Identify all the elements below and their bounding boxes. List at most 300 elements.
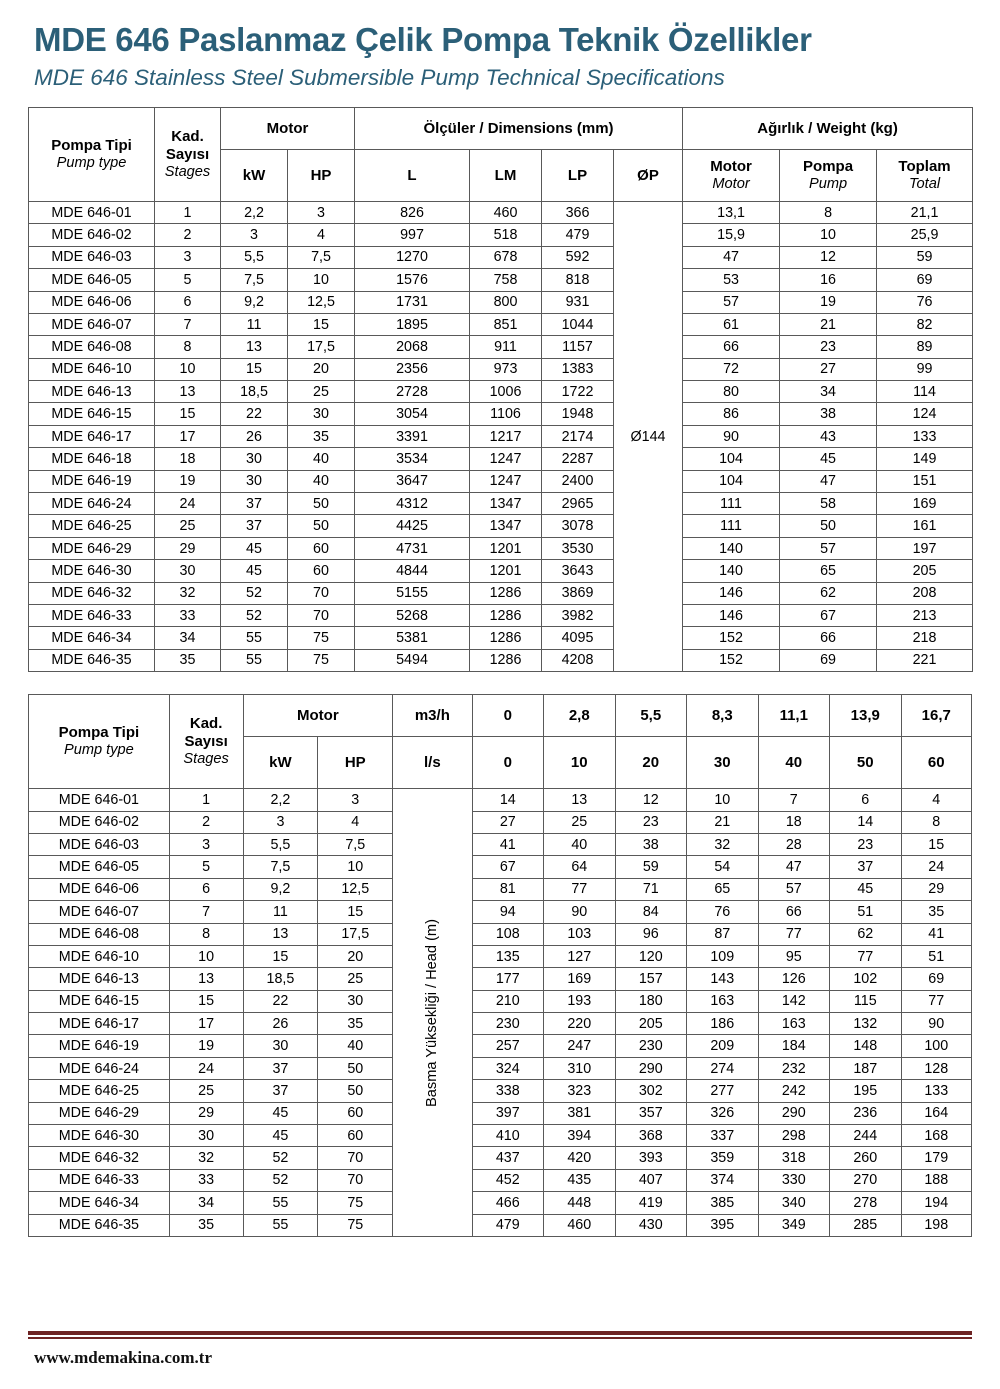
dimension-lm-cell: 1217: [470, 425, 542, 447]
motor-hp-cell: 7,5: [288, 246, 355, 268]
head-value-cell-2: 23: [615, 811, 687, 833]
dimension-lp-cell: 1948: [542, 403, 614, 425]
table-row: [29, 448, 973, 470]
motor-kw-cell: 2,2: [243, 789, 318, 811]
dimensions-weights-table-wrapper: [28, 107, 972, 672]
dimension-lm-cell: 1201: [470, 560, 542, 582]
stages-cell: 32: [169, 1147, 243, 1169]
head-value-cell-4: 126: [758, 968, 830, 990]
motor-hp-cell: 40: [288, 448, 355, 470]
table-row: [29, 425, 973, 447]
head-value-cell-2: 230: [615, 1035, 687, 1057]
head-value-cell-2: 393: [615, 1147, 687, 1169]
pump-type-cell: MDE 646-03: [29, 246, 155, 268]
weight-motor-cell: 104: [683, 448, 780, 470]
motor-kw-cell: 7,5: [221, 269, 288, 291]
motor-kw-cell: 52: [243, 1147, 318, 1169]
motor-hp-cell: 20: [288, 358, 355, 380]
weight-pump-cell: 65: [780, 560, 877, 582]
table-row: [29, 1035, 972, 1057]
stages-cell: 6: [169, 878, 243, 900]
head-value-cell-5: 115: [830, 990, 902, 1012]
table-row: [29, 945, 972, 967]
stages-cell: 10: [169, 945, 243, 967]
weight-total-cell: 114: [877, 381, 973, 403]
motor-hp-cell: 75: [318, 1214, 393, 1236]
motor-hp-cell: 20: [318, 945, 393, 967]
pump-type-cell: MDE 646-07: [29, 313, 155, 335]
head-value-cell-0: 410: [472, 1125, 544, 1147]
page-subtitle: MDE 646 Stainless Steel Submersible Pump Technical Specifications: [34, 64, 725, 90]
motor-hp-cell: 15: [288, 313, 355, 335]
table-row: [29, 224, 973, 246]
pump-type-cell: MDE 646-34: [29, 627, 155, 649]
motor-hp-cell: 60: [288, 537, 355, 559]
motor-kw-cell: 13: [243, 923, 318, 945]
head-value-cell-0: 397: [472, 1102, 544, 1124]
motor-hp-cell: 17,5: [318, 923, 393, 945]
head-value-cell-5: 270: [830, 1169, 902, 1191]
weight-pump-cell: 19: [780, 291, 877, 313]
motor-kw-cell: 2,2: [221, 201, 288, 223]
head-value-cell-6: 15: [901, 833, 971, 855]
head-value-cell-0: 41: [472, 833, 544, 855]
head-axis-label: Basma Yüksekliği / Head (m): [424, 918, 441, 1107]
weight-total-cell: 149: [877, 448, 973, 470]
weight-motor-cell: 72: [683, 358, 780, 380]
dimension-lm-cell: 1106: [470, 403, 542, 425]
head-value-cell-5: 77: [830, 945, 902, 967]
dimension-lm-cell: 460: [470, 201, 542, 223]
head-value-cell-1: 40: [544, 833, 616, 855]
head-value-cell-4: 142: [758, 990, 830, 1012]
pump-type-cell: MDE 646-15: [29, 990, 170, 1012]
table-row: [29, 1169, 972, 1191]
weight-total-cell: 218: [877, 627, 973, 649]
weight-motor-cell: 146: [683, 604, 780, 626]
pump-type-cell: MDE 646-19: [29, 470, 155, 492]
table-row: [29, 1057, 972, 1079]
head-value-cell-0: 230: [472, 1013, 544, 1035]
weight-pump-cell: 8: [780, 201, 877, 223]
motor-kw-cell: 9,2: [221, 291, 288, 313]
head-value-cell-3: 385: [687, 1192, 759, 1214]
head-value-cell-0: 135: [472, 945, 544, 967]
motor-hp-cell: 25: [318, 968, 393, 990]
weight-total-cell: 69: [877, 269, 973, 291]
pump-type-cell: MDE 646-17: [29, 425, 155, 447]
motor-hp-cell: 12,5: [288, 291, 355, 313]
head-value-cell-3: 76: [687, 901, 759, 923]
head-value-cell-6: 188: [901, 1169, 971, 1191]
head-value-cell-0: 177: [472, 968, 544, 990]
motor-hp-cell: 12,5: [318, 878, 393, 900]
head-value-cell-5: 195: [830, 1080, 902, 1102]
table-row: [29, 201, 973, 223]
motor-hp-cell: 75: [288, 649, 355, 671]
th-weight-motor: [683, 149, 780, 201]
weight-total-cell: 89: [877, 336, 973, 358]
weight-pump-cell: 12: [780, 246, 877, 268]
dimension-l-cell: 3391: [355, 425, 470, 447]
dimension-lp-cell: 479: [542, 224, 614, 246]
dimension-l-cell: 4731: [355, 537, 470, 559]
head-value-cell-1: 448: [544, 1192, 616, 1214]
stages-cell: 3: [155, 246, 221, 268]
motor-hp-cell: 4: [318, 811, 393, 833]
stages-cell: 30: [155, 560, 221, 582]
weight-pump-cell: 23: [780, 336, 877, 358]
weight-total-cell: 161: [877, 515, 973, 537]
dimension-l-cell: 5268: [355, 604, 470, 626]
dimension-l-cell: 4425: [355, 515, 470, 537]
weight-motor-cell: 111: [683, 515, 780, 537]
dimension-l-cell: 3534: [355, 448, 470, 470]
dimension-lm-cell: 518: [470, 224, 542, 246]
th2-flow-ls-1: 10: [544, 737, 616, 789]
head-value-cell-0: 324: [472, 1057, 544, 1079]
th2-hp: HP: [318, 737, 393, 789]
weight-total-cell: 221: [877, 649, 973, 671]
weight-pump-cell: 62: [780, 582, 877, 604]
table-row: [29, 336, 973, 358]
table-row: [29, 878, 972, 900]
head-value-cell-1: 169: [544, 968, 616, 990]
table-row: [29, 246, 973, 268]
weight-pump-cell: 69: [780, 649, 877, 671]
pump-type-cell: MDE 646-32: [29, 1147, 170, 1169]
th-stages-en: Stages: [164, 163, 211, 180]
th-weight-pump: [780, 149, 877, 201]
head-value-cell-6: 164: [901, 1102, 971, 1124]
table-row: [29, 901, 972, 923]
weight-total-cell: 133: [877, 425, 973, 447]
stages-cell: 8: [169, 923, 243, 945]
table-row: [29, 856, 972, 878]
stages-cell: 35: [169, 1214, 243, 1236]
head-value-cell-6: 194: [901, 1192, 971, 1214]
table-row: [29, 470, 973, 492]
weight-total-cell: 82: [877, 313, 973, 335]
head-value-cell-1: 193: [544, 990, 616, 1012]
head-value-cell-1: 247: [544, 1035, 616, 1057]
weight-total-cell: 205: [877, 560, 973, 582]
head-value-cell-3: 326: [687, 1102, 759, 1124]
th-length-lm: LM: [470, 149, 542, 201]
th2-flow-ls-4: 40: [758, 737, 830, 789]
th2-stages: [169, 695, 243, 789]
head-value-cell-6: 179: [901, 1147, 971, 1169]
dimension-lp-cell: 3869: [542, 582, 614, 604]
motor-kw-cell: 55: [221, 627, 288, 649]
th-weight-group: Ağırlık / Weight (kg): [683, 107, 973, 149]
th-weight-total: [877, 149, 973, 201]
stages-cell: 34: [155, 627, 221, 649]
table-row: [29, 1214, 972, 1236]
head-value-cell-2: 205: [615, 1013, 687, 1035]
stages-cell: 5: [169, 856, 243, 878]
weight-motor-cell: 53: [683, 269, 780, 291]
head-value-cell-2: 290: [615, 1057, 687, 1079]
head-value-cell-1: 394: [544, 1125, 616, 1147]
th2-motor-group: Motor: [243, 695, 393, 737]
weight-pump-cell: 67: [780, 604, 877, 626]
dimension-lp-cell: 4095: [542, 627, 614, 649]
table-row: [29, 968, 972, 990]
head-value-cell-6: 168: [901, 1125, 971, 1147]
weight-pump-cell: 27: [780, 358, 877, 380]
head-value-cell-0: 338: [472, 1080, 544, 1102]
diameter-op-cell: Ø144: [614, 201, 683, 671]
stages-cell: 17: [155, 425, 221, 447]
dimension-l-cell: 826: [355, 201, 470, 223]
th2-kw: kW: [243, 737, 318, 789]
weight-motor-cell: 57: [683, 291, 780, 313]
motor-kw-cell: 26: [243, 1013, 318, 1035]
head-value-cell-5: 62: [830, 923, 902, 945]
head-value-cell-6: 90: [901, 1013, 971, 1035]
motor-kw-cell: 30: [243, 1035, 318, 1057]
head-value-cell-0: 479: [472, 1214, 544, 1236]
head-value-cell-3: 337: [687, 1125, 759, 1147]
table-row: [29, 291, 973, 313]
weight-total-cell: 169: [877, 493, 973, 515]
motor-kw-cell: 55: [243, 1192, 318, 1214]
weight-motor-cell: 47: [683, 246, 780, 268]
head-value-cell-3: 163: [687, 990, 759, 1012]
motor-hp-cell: 50: [288, 493, 355, 515]
weight-pump-cell: 10: [780, 224, 877, 246]
motor-kw-cell: 11: [243, 901, 318, 923]
th2-flow-ls-0: 0: [472, 737, 544, 789]
motor-kw-cell: 15: [221, 358, 288, 380]
pump-type-cell: MDE 646-02: [29, 224, 155, 246]
head-value-cell-5: 278: [830, 1192, 902, 1214]
weight-motor-cell: 152: [683, 649, 780, 671]
table-row: [29, 358, 973, 380]
pump-type-cell: MDE 646-15: [29, 403, 155, 425]
stages-cell: 29: [155, 537, 221, 559]
weight-pump-cell: 21: [780, 313, 877, 335]
pump-type-cell: MDE 646-29: [29, 537, 155, 559]
table-row: [29, 493, 973, 515]
th-weight-total-tr: Toplam: [898, 158, 951, 175]
weight-total-cell: 208: [877, 582, 973, 604]
head-value-cell-2: 430: [615, 1214, 687, 1236]
stages-cell: 19: [169, 1035, 243, 1057]
motor-hp-cell: 10: [318, 856, 393, 878]
th2-flow-ls-5: 50: [830, 737, 902, 789]
weight-pump-cell: 57: [780, 537, 877, 559]
motor-kw-cell: 45: [221, 560, 288, 582]
stages-cell: 25: [169, 1080, 243, 1102]
pump-type-cell: MDE 646-01: [29, 789, 170, 811]
head-value-cell-2: 71: [615, 878, 687, 900]
table-row: [29, 269, 973, 291]
motor-kw-cell: 11: [221, 313, 288, 335]
weight-pump-cell: 66: [780, 627, 877, 649]
head-value-cell-6: 29: [901, 878, 971, 900]
th2-flow-m3h-1: 2,8: [544, 695, 616, 737]
stages-cell: 24: [169, 1057, 243, 1079]
dimension-lm-cell: 1247: [470, 448, 542, 470]
pump-type-cell: MDE 646-33: [29, 604, 155, 626]
motor-hp-cell: 3: [288, 201, 355, 223]
head-value-cell-2: 180: [615, 990, 687, 1012]
head-value-cell-5: 14: [830, 811, 902, 833]
head-value-cell-5: 23: [830, 833, 902, 855]
pump-type-cell: MDE 646-30: [29, 1125, 170, 1147]
dimension-lm-cell: 1347: [470, 515, 542, 537]
head-value-cell-4: 349: [758, 1214, 830, 1236]
motor-kw-cell: 3: [221, 224, 288, 246]
motor-hp-cell: 60: [318, 1102, 393, 1124]
table2-body: [29, 789, 972, 1237]
motor-hp-cell: 75: [288, 627, 355, 649]
head-value-cell-1: 64: [544, 856, 616, 878]
th-dimensions-group: Ölçüler / Dimensions (mm): [355, 107, 683, 149]
table-row: [29, 560, 973, 582]
head-value-cell-3: 277: [687, 1080, 759, 1102]
head-value-cell-2: 38: [615, 833, 687, 855]
head-value-cell-3: 359: [687, 1147, 759, 1169]
stages-cell: 5: [155, 269, 221, 291]
weight-motor-cell: 15,9: [683, 224, 780, 246]
weight-motor-cell: 111: [683, 493, 780, 515]
performance-table-wrapper: [28, 694, 972, 1237]
table-row: [29, 1013, 972, 1035]
head-value-cell-4: 7: [758, 789, 830, 811]
dimension-lp-cell: 1383: [542, 358, 614, 380]
weight-total-cell: 59: [877, 246, 973, 268]
motor-hp-cell: 40: [288, 470, 355, 492]
th2-pump-type-en: Pump type: [64, 741, 134, 758]
head-value-cell-3: 21: [687, 811, 759, 833]
head-value-cell-0: 67: [472, 856, 544, 878]
head-value-cell-4: 318: [758, 1147, 830, 1169]
table2-header-row-1: [29, 695, 972, 737]
motor-kw-cell: 37: [243, 1057, 318, 1079]
dimension-lp-cell: 3982: [542, 604, 614, 626]
table-row: [29, 515, 973, 537]
pump-type-cell: MDE 646-18: [29, 448, 155, 470]
head-value-cell-4: 330: [758, 1169, 830, 1191]
dimension-lp-cell: 1722: [542, 381, 614, 403]
th2-stages-tr-line1: Kad.: [189, 715, 223, 733]
weight-total-cell: 76: [877, 291, 973, 313]
dimension-lm-cell: 973: [470, 358, 542, 380]
motor-hp-cell: 50: [288, 515, 355, 537]
head-value-cell-6: 69: [901, 968, 971, 990]
head-value-cell-4: 298: [758, 1125, 830, 1147]
pump-type-cell: MDE 646-05: [29, 856, 170, 878]
head-value-cell-0: 452: [472, 1169, 544, 1191]
motor-hp-cell: 10: [288, 269, 355, 291]
th2-flow-m3h-4: 11,1: [758, 695, 830, 737]
head-value-cell-4: 47: [758, 856, 830, 878]
stages-cell: 13: [155, 381, 221, 403]
dimension-lp-cell: 931: [542, 291, 614, 313]
head-value-cell-3: 109: [687, 945, 759, 967]
performance-table: [28, 694, 972, 1237]
motor-hp-cell: 15: [318, 901, 393, 923]
head-value-cell-3: 87: [687, 923, 759, 945]
head-value-cell-1: 13: [544, 789, 616, 811]
table-row: [29, 789, 972, 811]
head-value-cell-4: 18: [758, 811, 830, 833]
stages-cell: 10: [155, 358, 221, 380]
stages-cell: 15: [155, 403, 221, 425]
weight-pump-cell: 45: [780, 448, 877, 470]
head-value-cell-5: 148: [830, 1035, 902, 1057]
head-value-cell-5: 6: [830, 789, 902, 811]
table-row: [29, 627, 973, 649]
page-title-block: [28, 0, 972, 91]
weight-total-cell: 99: [877, 358, 973, 380]
weight-motor-cell: 104: [683, 470, 780, 492]
head-value-cell-6: 41: [901, 923, 971, 945]
head-value-cell-0: 210: [472, 990, 544, 1012]
pump-type-cell: MDE 646-01: [29, 201, 155, 223]
head-value-cell-6: 24: [901, 856, 971, 878]
weight-total-cell: 21,1: [877, 201, 973, 223]
dimension-l-cell: 1895: [355, 313, 470, 335]
head-value-cell-5: 132: [830, 1013, 902, 1035]
head-value-cell-3: 374: [687, 1169, 759, 1191]
head-value-cell-6: 77: [901, 990, 971, 1012]
dimension-l-cell: 3647: [355, 470, 470, 492]
stages-cell: 8: [155, 336, 221, 358]
head-value-cell-4: 242: [758, 1080, 830, 1102]
motor-kw-cell: 7,5: [243, 856, 318, 878]
stages-cell: 1: [155, 201, 221, 223]
head-value-cell-2: 357: [615, 1102, 687, 1124]
th-weight-pump-en: Pump: [808, 175, 848, 192]
th-pump-type: [29, 107, 155, 201]
dimension-l-cell: 1731: [355, 291, 470, 313]
dimension-lp-cell: 3643: [542, 560, 614, 582]
stages-cell: 7: [155, 313, 221, 335]
page-title: MDE 646 Paslanmaz Çelik Pompa Teknik Özellikler: [34, 21, 812, 58]
pump-type-cell: MDE 646-06: [29, 878, 170, 900]
motor-hp-cell: 17,5: [288, 336, 355, 358]
head-value-cell-4: 95: [758, 945, 830, 967]
head-value-cell-4: 163: [758, 1013, 830, 1035]
stages-cell: 13: [169, 968, 243, 990]
th2-flow-m3h-3: 8,3: [687, 695, 759, 737]
head-value-cell-0: 94: [472, 901, 544, 923]
head-value-cell-2: 407: [615, 1169, 687, 1191]
th-hp: HP: [288, 149, 355, 201]
pump-type-cell: MDE 646-29: [29, 1102, 170, 1124]
head-value-cell-1: 310: [544, 1057, 616, 1079]
pump-type-cell: MDE 646-17: [29, 1013, 170, 1035]
head-value-cell-3: 395: [687, 1214, 759, 1236]
dimension-l-cell: 4312: [355, 493, 470, 515]
th2-stages-tr-line2: Sayısı: [184, 733, 228, 751]
pump-type-cell: MDE 646-13: [29, 968, 170, 990]
weight-total-cell: 151: [877, 470, 973, 492]
head-value-cell-3: 143: [687, 968, 759, 990]
head-value-cell-3: 274: [687, 1057, 759, 1079]
dimension-lp-cell: 366: [542, 201, 614, 223]
motor-kw-cell: 3: [243, 811, 318, 833]
head-value-cell-1: 381: [544, 1102, 616, 1124]
dimension-lp-cell: 2174: [542, 425, 614, 447]
motor-kw-cell: 22: [221, 403, 288, 425]
table-row: [29, 1192, 972, 1214]
head-axis-label-cell: [393, 789, 472, 1237]
